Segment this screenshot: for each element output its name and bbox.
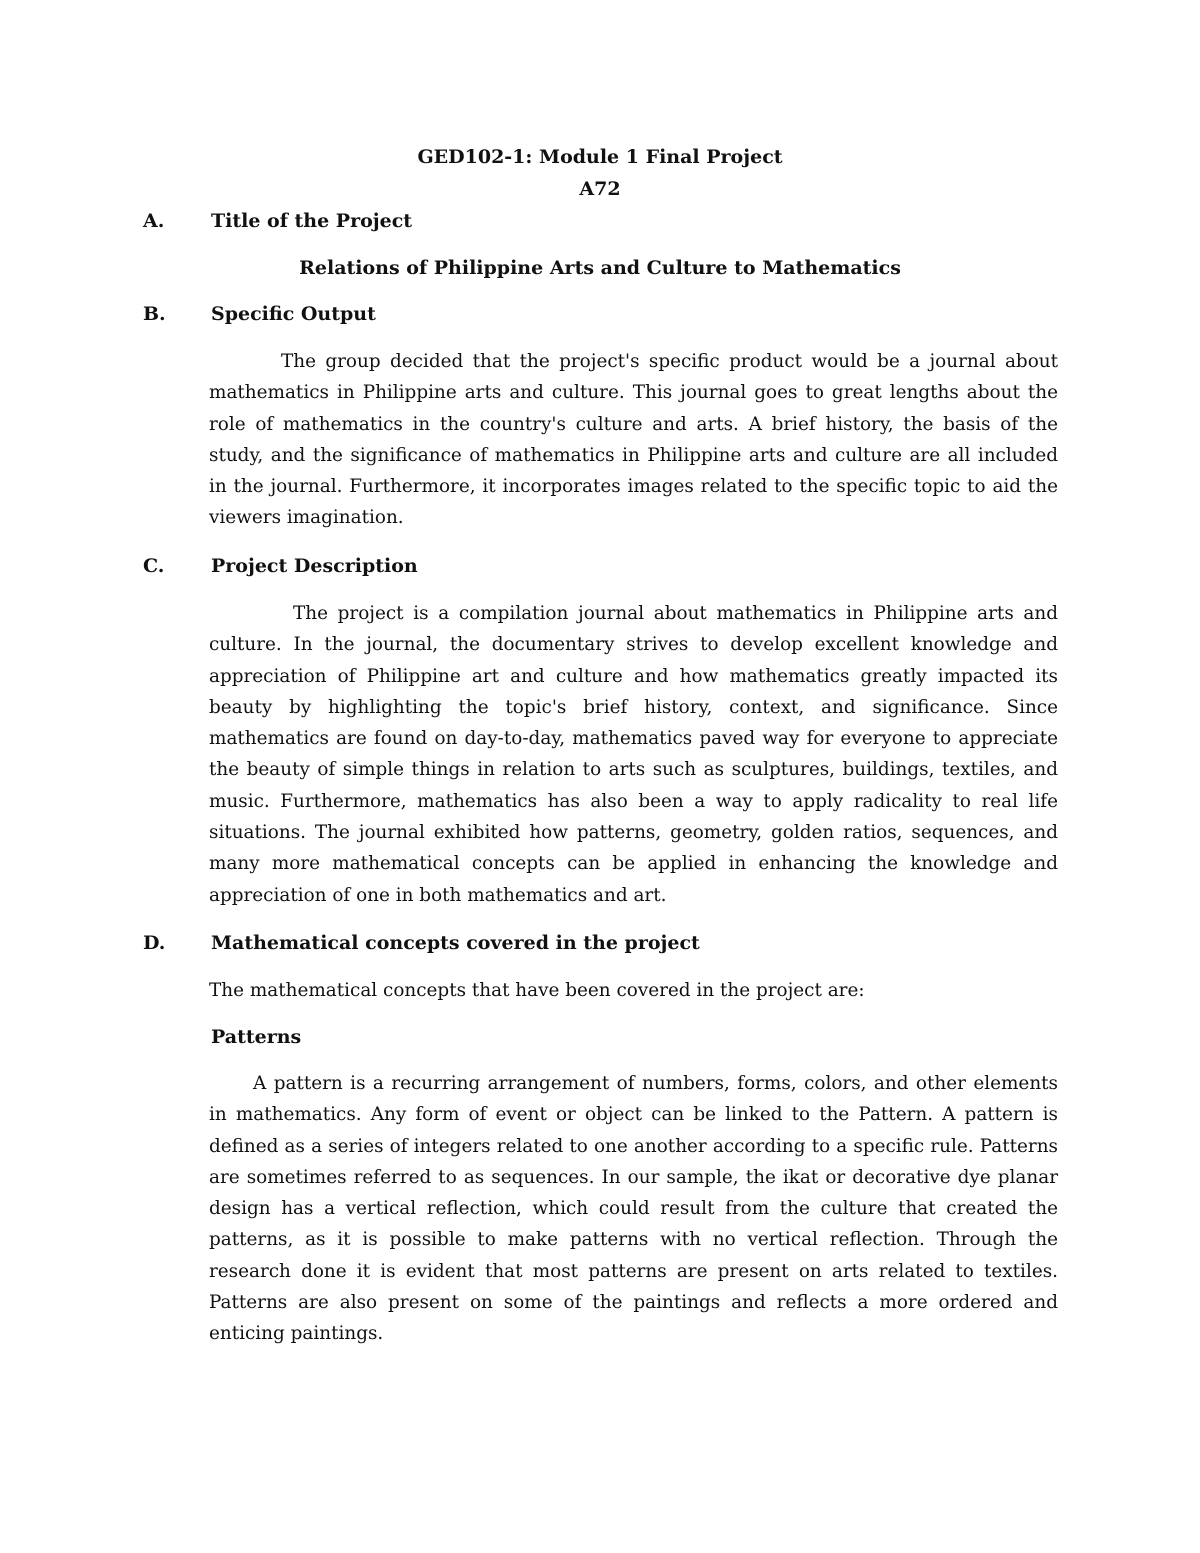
section-c-title: Project Description bbox=[211, 555, 418, 577]
section-d-title: Mathematical concepts covered in the project bbox=[211, 932, 700, 954]
patterns-body: A pattern is a recurring arrangement of numbers, forms, colors, and other elements in mathematics. Any form of event or object can be linked to the Pattern. A pattern is defined as a series of integers related to one another according to a specific rule. Patterns are sometimes referred to as sequences. In our sample, the ikat or decorative dye planar design has a vertical reflection, which could result from the culture that created the patterns, as it is possible to make patterns with no vertical reflection. Through the research done it is evident that most patterns are present on arts related to textiles. Patterns are also present on some of the paintings and reflects a more ordered and enticing paintings. bbox=[209, 1073, 1058, 1345]
project-title: Relations of Philippine Arts and Culture to Mathematics bbox=[299, 257, 901, 279]
section-b-body: The group decided that the project's specific product would be a journal about mathematics in Philippine arts and culture. This journal goes to great lengths about the role of mathematics in the country's culture and arts. A brief history, the basis of the study, and the significance of mathematics in Philippine arts and culture are all included in the journal. Furthermore, it incorporates images related to the specific topic to aid the viewers imagination. bbox=[209, 351, 1058, 529]
section-d-intro: The mathematical concepts that have been covered in the project are: bbox=[209, 980, 865, 1001]
document-title: GED102-1: Module 1 Final Project bbox=[417, 146, 783, 168]
section-d-letter: D. bbox=[143, 932, 166, 954]
patterns-heading: Patterns bbox=[211, 1026, 302, 1048]
section-c-letter: C. bbox=[143, 555, 165, 577]
section-c-body: The project is a compilation journal about mathematics in Philippine arts and culture. In the journal, the documentary strives to develop excellent knowledge and appreciation of Philippine art and culture and how mathematics greatly impacted its beauty by highlighting the topic's brief history, context, and significance. Since mathematics are found on day-to-day, mathematics paved way for everyone to appreciate the beauty of simple things in relation to arts such as sculptures, buildings, textiles, and music. Furthermore, mathematics has also been a way to apply radicality to real life situations. The journal exhibited how patterns, geometry, golden ratios, sequences, and many more mathematical concepts can be applied in enhancing the knowledge and appreciation of one in both mathematics and art. bbox=[209, 603, 1058, 906]
section-b-title: Specific Output bbox=[211, 303, 376, 325]
section-a-title: Title of the Project bbox=[211, 210, 413, 232]
section-b-letter: B. bbox=[143, 303, 166, 325]
group-code: A72 bbox=[579, 178, 621, 200]
section-a-letter: A. bbox=[143, 210, 165, 232]
